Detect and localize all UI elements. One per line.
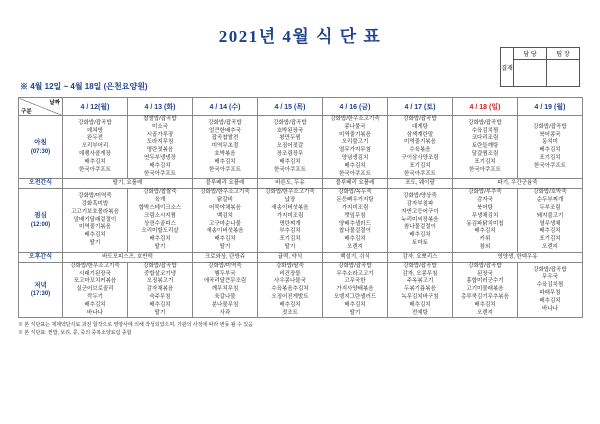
menu-cell-breakfast-3 (258, 116, 323, 179)
menu-item: 오렌지 (347, 243, 363, 250)
menu-item: 찹쌀밥/잡곡밥 (143, 116, 177, 122)
menu-item: 참나물겉절이 (404, 224, 436, 231)
menu-item: 토란들깨탕 (471, 143, 499, 150)
menu-item: 누리미씨장볶음 (401, 216, 439, 223)
meal-label-dinner (19, 262, 63, 318)
menu-item: 수육볶음 (409, 147, 431, 154)
menu-item: 바나나 (87, 309, 103, 316)
menu-item: 호박된장국 (276, 127, 304, 134)
menu-cell-dinner-7 (518, 262, 583, 318)
snack-cell-morning-4: 포도, 웨이팔 (388, 179, 453, 189)
menu-item: 강화밥/잡곡밥 (533, 123, 567, 130)
menu-item: 강화흑미밥 (81, 201, 109, 208)
menu-cell-breakfast-5 (388, 116, 453, 179)
menu-cell-dinner-1 (128, 262, 193, 318)
menu-item: 가지미조림 (276, 212, 304, 219)
approval-sign-staff[interactable] (514, 60, 547, 87)
footnote-1: ※ 본 식단표는 재계약단식료 과전 합작으로 영양사에 의해 작성되었으며, 가관의 사정에 따라 변동 될 수 있음 (18, 322, 253, 329)
day-header-1: 4 / 13 (화) (128, 98, 193, 116)
table-body (19, 116, 583, 318)
menu-item: 토마토 (412, 240, 428, 247)
menu-item: 강화밥/팥죽 (275, 262, 305, 269)
menu-item: 참외 (479, 243, 491, 250)
menu-item: 한국아쿠프트 (469, 166, 501, 173)
menu-item: 데쳐방 (87, 127, 103, 134)
page-title: 2021년 4월 식 단 표 (218, 27, 382, 46)
snack-cell-afternoon-3: 백설기, 쉬식 (323, 252, 388, 262)
menu-item: 오리미할도리살 (141, 228, 179, 235)
menu-item: 합박스테이크소스 (138, 204, 182, 211)
menu-item: 배추김치 (84, 232, 106, 239)
meal-time-breakfast: (07:30) (30, 148, 51, 155)
menu-item: 강화밥/잡곡밥 (338, 262, 372, 269)
date-range-subheading: ※ 4월 12일 ~ 4월 18일 (은천요양원) (20, 82, 148, 91)
menu-item: 육개 (154, 197, 166, 204)
menu-item: 장조림장무 (276, 151, 304, 158)
snack-cell-morning-5: 파기, 우간군윰죽 (453, 179, 583, 189)
menu-item: 홍합미러군수기 (466, 278, 504, 285)
day-header-2: 4 / 14 (수) (193, 98, 258, 116)
menu-item: 분나물무침 (211, 301, 239, 308)
menu-item: 동치미 (542, 139, 558, 146)
menu-item: 동김파닭치미칩 (466, 220, 504, 227)
menu-item: 고무국한 (344, 278, 366, 285)
approval-label: 결재 (501, 48, 514, 87)
snack-cell-morning-2: 바른도, 두유 (258, 179, 323, 189)
menu-item: 강화밥/잡곡밥 (468, 119, 502, 126)
menu-item: 육갈나물 (214, 293, 236, 300)
meal-name-breakfast: 아침 (34, 138, 47, 146)
menu-item: 완두전 (87, 135, 103, 142)
menu-item: 가지미조림 (341, 204, 369, 211)
menu-item: 바나나 (542, 305, 558, 312)
menu-item: 돈등뼈우거지탕 (336, 197, 374, 204)
menu-item: 배추김치 (409, 232, 431, 239)
menu-item: 중합살코기냉 (144, 270, 176, 277)
corner-label-category: 구분 (21, 109, 32, 115)
menu-item: 강화밥/미역죽 (78, 193, 112, 200)
menu-item: 가지사양배볶음 (336, 286, 374, 293)
menu-item: 강화밥/잡곡밥 (273, 119, 307, 126)
menu-item: 미소국 (152, 123, 168, 130)
menu-item: 배추김치 (279, 158, 301, 165)
menu-item: 미역줄기볶음 (79, 224, 111, 231)
menu-item: 잡곡찹쌀전 (211, 135, 239, 142)
menu-item: 강화밥/잡곡밥 (403, 262, 437, 269)
menu-item: 연두부냉냉장 (144, 154, 176, 161)
menu-item: 햄두부국 (214, 270, 236, 277)
snack-label-morning: 오전간식 (19, 179, 63, 189)
menu-item: 무생채김치 (471, 212, 499, 219)
menu-item: 배추김치 (474, 301, 496, 308)
menu-item: 고고기보호볼라볶음 (71, 208, 119, 215)
snack-cell-morning-0: 딸기, 요플레 (63, 179, 193, 189)
menu-item: 포기김치 (409, 162, 431, 169)
menu-item: 에곡리달큰무조림 (203, 278, 247, 285)
snack-label-afternoon: 오후간식 (19, 252, 63, 262)
menu-item: 강화밥/한우소고기죽 (330, 116, 380, 122)
menu-item: 사우콩나물국 (274, 278, 306, 285)
menu-item: 딸기 (284, 243, 296, 250)
menu-item: 양배추샐러드 (339, 220, 371, 227)
menu-cell-breakfast-1 (128, 116, 193, 179)
menu-item: 배추김치 (344, 301, 366, 308)
menu-item: 크림소시지찜 (144, 212, 176, 219)
menu-item: 자반고등어구이 (401, 208, 439, 215)
menu-item: 콩나물국 (344, 123, 366, 130)
menu-cell-lunch-5 (388, 189, 453, 252)
menu-item: 강화밥/양상죽 (403, 193, 437, 200)
menu-cell-lunch-0 (63, 189, 128, 252)
day-header-0: 4 / 12(월) (63, 98, 128, 116)
menu-item: 얼큰한배추국 (209, 127, 241, 134)
menu-cell-lunch-1 (128, 189, 193, 252)
snack-cell-afternoon-2: 귤떡, 약식 (258, 252, 323, 262)
menu-item: 배추김치 (214, 158, 236, 165)
menu-item: 무추소라고고기 (336, 270, 374, 277)
snack-cell-afternoon-4: 감자, 요뽀리스 (388, 252, 453, 262)
menu-item: 찹나물겉절이 (339, 228, 371, 235)
menu-item: 달걀찜조림 (471, 151, 499, 158)
menu-item: 젓조트 (282, 309, 298, 316)
menu-item: 백김치 (217, 212, 233, 219)
menu-item: 딸기 (219, 243, 231, 250)
menu-item: 딸기 (154, 243, 166, 250)
menu-item: 한국아쿠프트 (209, 166, 241, 173)
menu-item: 북어콩국 (539, 131, 561, 138)
meal-name-lunch: 점심 (34, 212, 47, 220)
snack-cell-morning-3: 블루베리 요플레 (323, 179, 388, 189)
menu-item: 한국아쿠프트 (144, 170, 176, 177)
menu-item: 오리부어리 (81, 143, 109, 150)
approval-header-staff: 담 당 (514, 48, 547, 60)
menu-item: 포기김치 (539, 236, 561, 243)
menu-item: 배추김치 (344, 236, 366, 243)
menu-item: 두부조림 (539, 204, 561, 211)
menu-item: 파래무침 (539, 290, 561, 297)
meal-row-breakfast (19, 116, 583, 179)
menu-item: 배추김치 (84, 301, 106, 308)
menu-item: 열무가지무침 (339, 147, 371, 154)
menu-item: 배추김치 (474, 228, 496, 235)
menu-item: 열무생채 (539, 220, 561, 227)
menu-item: 오징어진게발트 (271, 293, 309, 300)
menu-item: 미역줄기볶음 (404, 139, 436, 146)
menu-item: 삼색계란말 (406, 131, 434, 138)
menu-item: 감자, 오콩무침 (402, 270, 438, 277)
menu-item: 강화밥/잡곡밥 (533, 266, 567, 273)
footnotes (18, 322, 582, 338)
menu-item: 수육볶음추김치 (271, 286, 309, 293)
menu-item: 숙주무침 (149, 293, 171, 300)
menu-item: 주옥볶고기 (406, 278, 434, 285)
menu-item: 키위 (479, 236, 491, 243)
corner-label-date: 날짜 (49, 100, 60, 106)
menu-item: 수육김치찜 (471, 127, 499, 134)
menu-item: 오징볶고기 (146, 278, 174, 285)
menu-item: 배추김치 (149, 236, 171, 243)
menu-item: 강화밥/잡곡밥 (403, 116, 437, 122)
menu-item: 어묵야채볶음 (209, 204, 241, 211)
menu-item: 오렌지 (477, 309, 493, 316)
menu-cell-dinner-5 (388, 262, 453, 318)
menu-cell-breakfast-2 (193, 116, 258, 179)
menu-item: 오리불고기 (341, 139, 369, 146)
menu-item: 강화밥/한우소고기죽 (70, 262, 120, 269)
menu-item: 실군어브로꼴리 (76, 286, 114, 293)
menu-item: 배추김치 (539, 147, 561, 154)
menu-item: 강화밥/잡곡밥 (468, 262, 502, 269)
snack-cell-afternoon-5: 영양생, 한덱우유 (453, 252, 583, 262)
menu-item: 두볶기름볶음 (404, 286, 436, 293)
menu-item: 배추김치 (214, 236, 236, 243)
meal-label-breakfast (19, 116, 63, 179)
menu-item: 포기김치 (539, 154, 561, 161)
day-header-6: 4 / 18 (일) (453, 98, 518, 116)
snack-row-afternoon (19, 252, 583, 262)
menu-item: 딸기 (154, 309, 166, 316)
menu-item: 전예탕 (412, 309, 428, 316)
menu-item: 강화밥/부추죽 (468, 189, 502, 196)
menu-cell-lunch-7 (518, 189, 583, 252)
menu-item: 미역무초절 (211, 143, 239, 150)
menu-item: 북어탕 (477, 204, 493, 211)
menu-item: 강화밥/호박죽 (533, 189, 567, 196)
meal-time-dinner: (17:30) (30, 291, 51, 298)
menu-item: 도라지무침 (146, 139, 174, 146)
menu-item: 대게탕 (412, 123, 428, 130)
menu-item: 한국아쿠프트 (534, 162, 566, 169)
snack-cell-afternoon-0: 바도모피스즈, 호반떡 (63, 252, 193, 262)
menu-cell-breakfast-6 (453, 116, 518, 179)
menu-item: 한국아쿠프트 (274, 166, 306, 173)
menu-item: 깍두기 (87, 293, 103, 300)
menu-item: 된장국 (477, 270, 493, 277)
meal-name-dinner: 저녁 (34, 281, 47, 289)
menu-item: 무우국 (542, 274, 558, 281)
menu-item: 감자채볶음 (146, 286, 174, 293)
snack-cell-afternoon-1: 크로와상, 단방쥬 (193, 252, 258, 262)
menu-item: 배추김치 (279, 301, 301, 308)
menu-item: 상큼수골피스 (144, 220, 176, 227)
approval-header-manager: 팀 장 (547, 48, 580, 60)
menu-item: 명란젓볶음 (146, 147, 174, 154)
menu-item: 강화밥/잡곡밥 (143, 262, 177, 269)
menu-item: 호박볶음 (214, 151, 236, 158)
menu-cell-dinner-6 (453, 262, 518, 318)
menu-item: 강화밥/미역죽 (208, 262, 242, 269)
menu-item: 수육김치찜 (536, 282, 564, 289)
menu-cell-lunch-2 (193, 189, 258, 252)
menu-item: 부추김치 (279, 228, 301, 235)
menu-item: 순두부찌개 (536, 197, 564, 204)
menu-item: 강화밥/한우소고기죽 (265, 189, 315, 196)
menu-item: 명란찌개 (279, 220, 301, 227)
meal-label-lunch (19, 189, 63, 252)
menu-item: 사과 (219, 309, 231, 316)
menu-item: 새송이버섯볶음 (206, 228, 244, 235)
menu-item: 포고마꼬치커볶음 (73, 278, 117, 285)
menu-item: 포기김치 (474, 158, 496, 165)
menu-item: 배추김치 (409, 301, 431, 308)
menu-item: 닭갈비 (217, 197, 233, 204)
day-header-7: 4 / 19 (월) (518, 98, 583, 116)
menu-cell-breakfast-4 (323, 116, 388, 179)
table-header-row (19, 98, 583, 116)
menu-item: 강화밥/녹두죽 (338, 189, 372, 196)
menu-item: 깨무치무침 (211, 286, 239, 293)
menu-item: 배추김치 (84, 158, 106, 165)
menu-item: 양념생김치 (341, 154, 369, 161)
snack-row-morning (19, 179, 583, 189)
corner-header (19, 98, 63, 116)
menu-item: 배추김치 (539, 228, 561, 235)
menu-item: 데팽사콜게장 (79, 151, 111, 158)
menu-item: 강화밥/찹쌀죽 (143, 189, 177, 196)
day-header-5: 4 / 17 (토) (388, 98, 453, 116)
day-header-4: 4 / 16 (금) (323, 98, 388, 116)
menu-item: 녹무김치바구침 (401, 293, 439, 300)
menu-item: 오뎅지그란샐러드 (333, 293, 377, 300)
menu-item: 코다리조림 (471, 135, 499, 142)
menu-item: 구이삼사양조림 (401, 154, 439, 161)
menu-item: 시골가루장 (146, 131, 174, 138)
menu-cell-lunch-4 (323, 189, 388, 252)
menu-item: 배추김치 (149, 301, 171, 308)
menu-item: 강화밥/잡곡밥 (78, 119, 112, 126)
approval-stamp-box (500, 47, 580, 87)
menu-item: 딸기 (349, 309, 361, 316)
approval-sign-manager[interactable] (547, 60, 580, 87)
menu-item: 고기미물래볶음 (466, 286, 504, 293)
menu-item: 한국아쿠프트 (79, 166, 111, 173)
menu-item: 배추김치 (539, 297, 561, 304)
menu-table (18, 97, 583, 318)
menu-item: 알배기달래겉절이 (73, 216, 117, 223)
menu-cell-lunch-6 (453, 189, 518, 252)
menu-item: 새송이버섯볶음 (271, 204, 309, 211)
menu-item: 포기김치 (279, 236, 301, 243)
menu-item: 한국아쿠프트 (404, 170, 436, 177)
meal-time-lunch: (12:00) (30, 221, 51, 228)
menu-item: 미역줄기볶음 (339, 131, 371, 138)
menu-item: 오렌지 (542, 243, 558, 250)
menu-item: 한국아쿠프트 (339, 170, 371, 177)
menu-cell-dinner-2 (193, 262, 258, 318)
menu-item: 시래기된장국 (79, 270, 111, 277)
menu-item: 납장 (284, 197, 296, 204)
menu-item: 강화밥/한우소고기죽 (200, 189, 250, 196)
day-header-3: 4 / 15 (목) (258, 98, 323, 116)
menu-item: 비건장물 (279, 270, 301, 277)
menu-cell-lunch-3 (258, 189, 323, 252)
menu-item: 딸기 (89, 240, 101, 247)
menu-item: 강화밥/잡곡밥 (208, 119, 242, 126)
meal-row-dinner (19, 262, 583, 318)
snack-cell-morning-1: 블루베리 요플레 (193, 179, 258, 189)
menu-cell-breakfast-0 (63, 116, 128, 179)
footnote-2: ※ 본 식단표: 찐밥, 보리, 콩, 죽의 중복소양료림 종합 (18, 330, 132, 337)
menu-item: 돼지불고기 (536, 212, 564, 219)
menu-cell-dinner-0 (63, 262, 128, 318)
menu-item: 고구마순나물 (209, 220, 241, 227)
meal-row-lunch (19, 189, 583, 252)
menu-item: 총루쿡김기무추볶음 (461, 293, 509, 300)
menu-cell-dinner-4 (323, 262, 388, 318)
menu-cell-breakfast-7 (518, 116, 583, 179)
menu-item: 배추김치 (149, 162, 171, 169)
menu-item: 깻잎무침 (344, 212, 366, 219)
menu-item: 오징어젓갈 (276, 143, 304, 150)
menu-cell-dinner-3 (258, 262, 323, 318)
menu-item: 배추김치 (344, 162, 366, 169)
menu-item: 감자부침파 (406, 201, 434, 208)
menu-item: 왕만두찜 (279, 135, 301, 142)
menu-item: 감자국 (477, 197, 493, 204)
